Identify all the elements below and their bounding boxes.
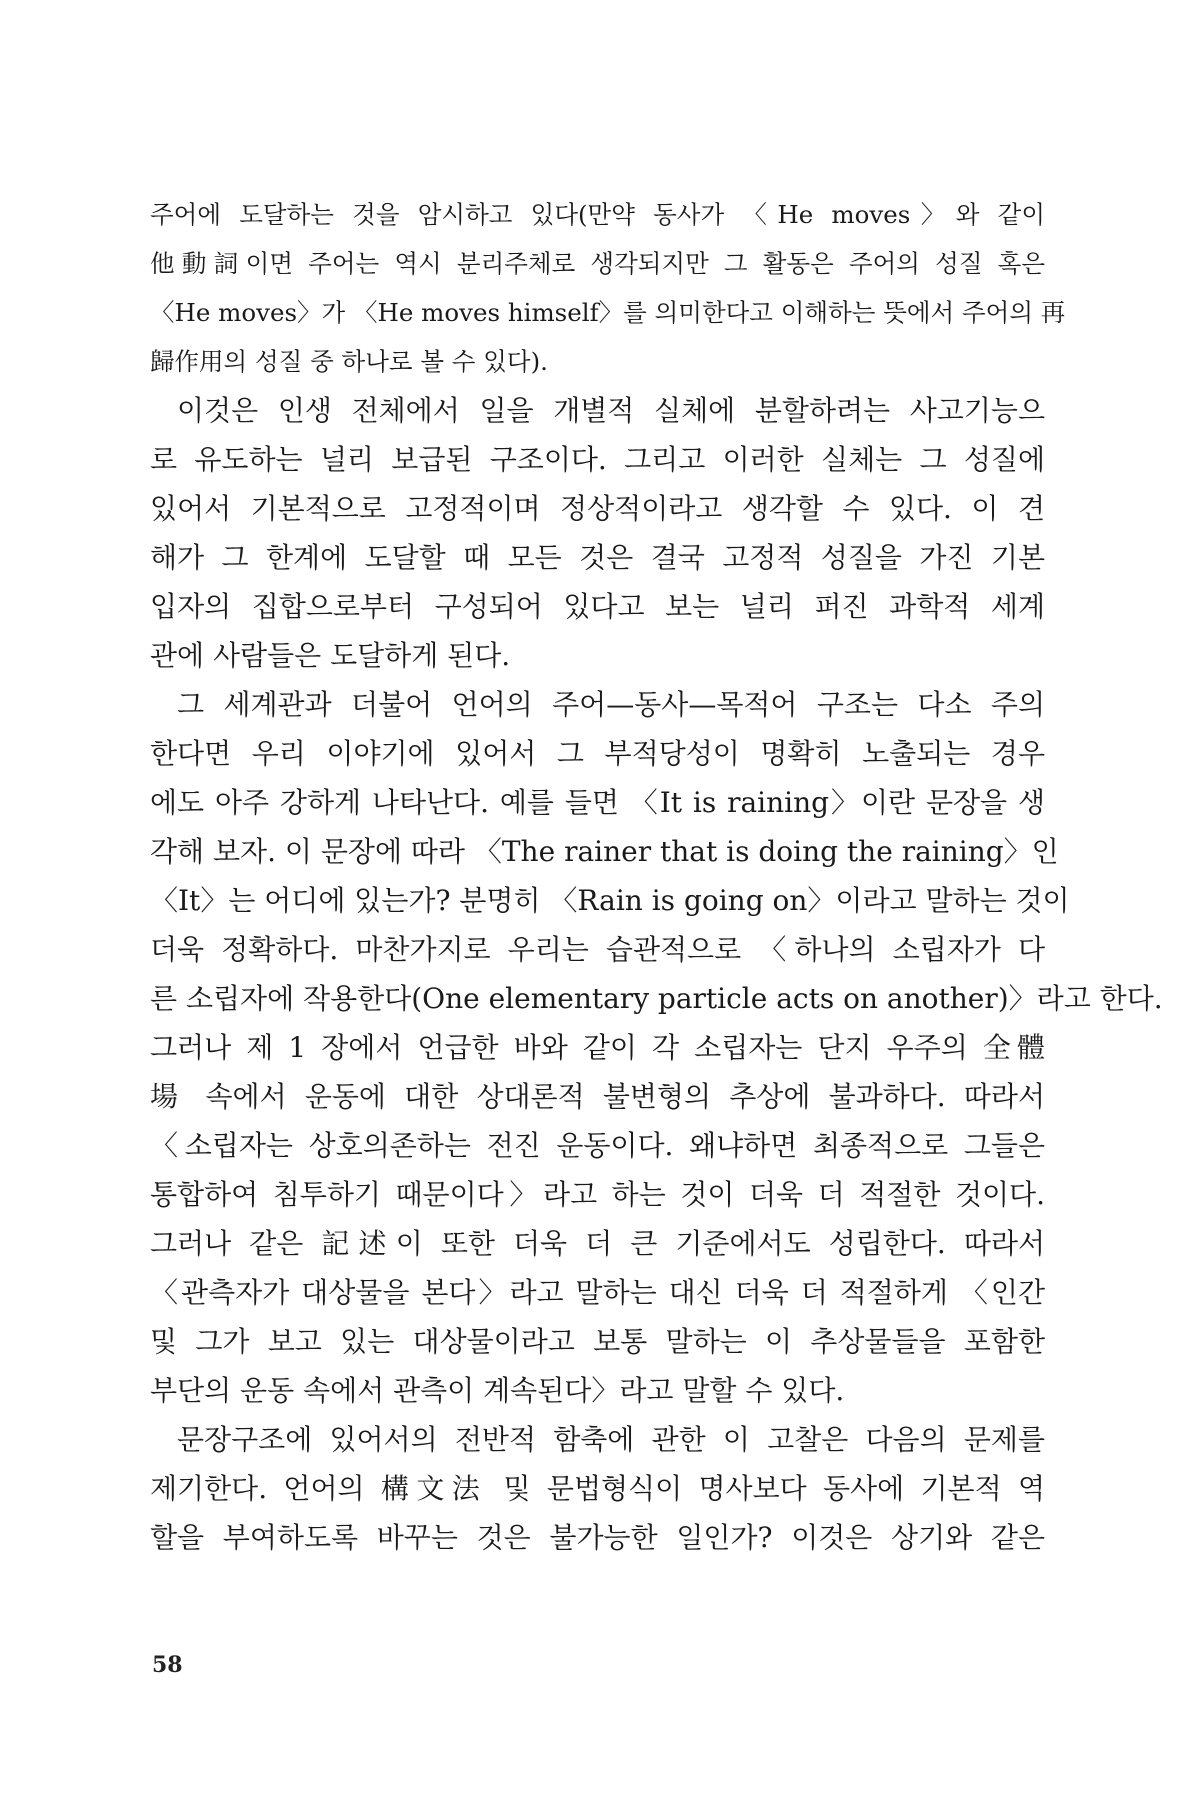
text-line: 이것은 인생 전체에서 일을 개별적 실체에 분할하려는 사고기능으 bbox=[177, 394, 1045, 427]
text-line: 입자의 집합으로부터 구성되어 있다고 보는 널리 퍼진 과학적 세계 bbox=[150, 590, 1045, 623]
text-line: 〈It〉는 어디에 있는가? 분명히 〈Rain is going on〉이라고 말하는 것이 bbox=[150, 884, 1070, 917]
text-line: 관에 사람들은 도달하게 된다. bbox=[150, 639, 511, 672]
text-line: 및 그가 보고 있는 대상물이라고 보통 말하는 이 추상물들을 포함한 bbox=[150, 1325, 1045, 1358]
text-line: 각해 보자. 이 문장에 따라 〈The rainer that is doing the raining〉인 bbox=[150, 835, 1059, 868]
text-line: 〈관측자가 대상물을 본다〉라고 말하는 대신 더욱 더 적절하게 〈인간 bbox=[150, 1276, 1045, 1309]
text-line: 歸作用의 성질 중 하나로 볼 수 있다). bbox=[150, 347, 548, 376]
text-line: 주어에 도달하는 것을 암시하고 있다(만약 동사가 〈He moves〉와 같이 bbox=[150, 200, 1045, 229]
text-line: 있어서 기본적으로 고정적이며 정상적이라고 생각할 수 있다. 이 견 bbox=[150, 492, 1045, 525]
text-line: 〈소립자는 상호의존하는 전진 운동이다. 왜냐하면 최종적으로 그들은 bbox=[150, 1129, 1045, 1162]
body-text bbox=[150, 190, 1163, 1562]
page-number: 58 bbox=[152, 1652, 183, 1678]
text-line: 로 유도하는 널리 보급된 구조이다. 그리고 이러한 실체는 그 성질에 bbox=[150, 443, 1045, 476]
text-line: 他動詞이면 주어는 역시 분리주체로 생각되지만 그 활동은 주어의 성질 혹은 bbox=[150, 249, 1045, 278]
text-line: 그러나 같은 記述이 또한 더욱 더 큰 기준에서도 성립한다. 따라서 bbox=[150, 1227, 1045, 1260]
text-line: 그 세계관과 더불어 언어의 주어—동사—목적어 구조는 다소 주의 bbox=[177, 688, 1045, 721]
text-line: 場 속에서 운동에 대한 상대론적 불변형의 추상에 불과하다. 따라서 bbox=[150, 1080, 1045, 1113]
text-line: 문장구조에 있어서의 전반적 함축에 관한 이 고찰은 다음의 문제를 bbox=[177, 1423, 1045, 1456]
text-line: 할을 부여하도록 바꾸는 것은 불가능한 일인가? 이것은 상기와 같은 bbox=[150, 1521, 1045, 1554]
text-line: 른 소립자에 작용한다(One elementary particle acts on another)〉라고 한다. bbox=[150, 982, 1163, 1015]
text-line: 에도 아주 강하게 나타난다. 예를 들면 〈It is raining〉이란 문장을 생 bbox=[150, 786, 1045, 819]
text-line: 해가 그 한계에 도달할 때 모든 것은 결국 고정적 성질을 가진 기본 bbox=[150, 541, 1045, 574]
text-line: 더욱 정확하다. 마찬가지로 우리는 습관적으로 〈하나의 소립자가 다 bbox=[150, 933, 1045, 966]
text-line: 부단의 운동 속에서 관측이 계속된다〉라고 말할 수 있다. bbox=[150, 1374, 845, 1407]
text-line: 통합하여 침투하기 때문이다〉라고 하는 것이 더욱 더 적절한 것이다. bbox=[150, 1178, 1045, 1211]
text-line: 그러나 제 1 장에서 언급한 바와 같이 각 소립자는 단지 우주의 全體 bbox=[150, 1031, 1045, 1064]
text-line: 〈He moves〉가 〈He moves himself〉를 의미한다고 이해하는 뜻에서 주어의 再 bbox=[150, 298, 1066, 327]
text-line: 한다면 우리 이야기에 있어서 그 부적당성이 명확히 노출되는 경우 bbox=[150, 737, 1045, 770]
text-line: 제기한다. 언어의 構文法 및 문법형식이 명사보다 동사에 기본적 역 bbox=[150, 1472, 1045, 1505]
